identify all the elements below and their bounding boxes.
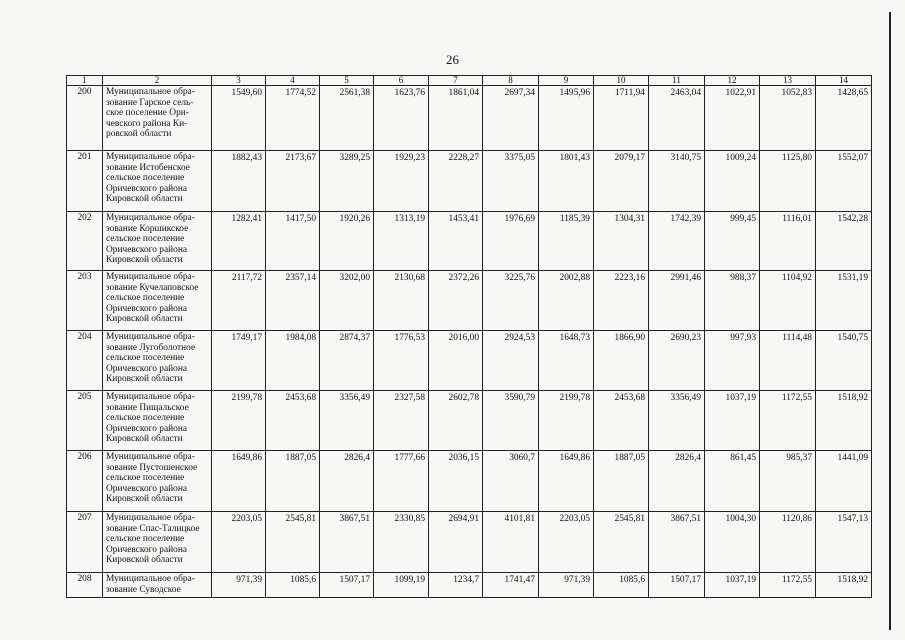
value-cell: 1417,50 xyxy=(266,212,320,271)
value-cell: 2991,46 xyxy=(649,271,705,331)
value-cell: 2697,34 xyxy=(483,86,539,151)
column-header: 8 xyxy=(483,76,539,86)
value-cell: 1004,30 xyxy=(705,512,760,573)
column-header: 2 xyxy=(103,76,212,86)
column-header: 9 xyxy=(539,76,594,86)
value-cell: 1976,69 xyxy=(483,212,539,271)
value-cell: 988,37 xyxy=(705,271,760,331)
municipality-name-line: зование Лугоболотное xyxy=(106,342,196,353)
municipality-name-line: сельское поселение xyxy=(106,413,185,424)
municipality-name-line: сельское поселение xyxy=(106,173,185,184)
value-cell: 3225,76 xyxy=(483,271,539,331)
table-row xyxy=(67,331,872,391)
value-cell: 1125,80 xyxy=(760,151,816,212)
row-number-cell: 202 xyxy=(67,212,103,271)
value-cell: 2372,26 xyxy=(429,271,483,331)
value-cell: 1507,17 xyxy=(649,573,705,598)
municipality-name-line: зование Спас-Талицкое xyxy=(106,523,200,534)
table-row xyxy=(67,212,872,271)
value-cell: 1052,83 xyxy=(760,86,816,151)
table-body xyxy=(67,86,872,598)
table-row xyxy=(67,86,872,151)
value-cell: 1185,39 xyxy=(539,212,594,271)
value-cell: 2357,14 xyxy=(266,271,320,331)
value-cell: 1542,28 xyxy=(816,212,872,271)
value-cell: 2203,05 xyxy=(212,512,266,573)
value-cell: 971,39 xyxy=(539,573,594,598)
value-cell: 1495,96 xyxy=(539,86,594,151)
value-cell: 2002,88 xyxy=(539,271,594,331)
value-cell: 1882,43 xyxy=(212,151,266,212)
value-cell: 861,45 xyxy=(705,451,760,512)
value-cell: 2327,58 xyxy=(374,391,429,451)
value-cell: 1116,01 xyxy=(760,212,816,271)
value-cell: 2117,72 xyxy=(212,271,266,331)
value-cell: 2079,17 xyxy=(594,151,649,212)
municipality-name-line: чевского района Ки- xyxy=(106,118,188,129)
value-cell: 2545,81 xyxy=(594,512,649,573)
municipality-name-line: Оричевского района xyxy=(106,423,188,434)
value-cell: 1453,41 xyxy=(429,212,483,271)
column-header: 7 xyxy=(429,76,483,86)
value-cell: 2874,37 xyxy=(320,331,374,391)
table-row xyxy=(67,391,872,451)
page-number: 26 xyxy=(446,52,459,67)
municipality-name-line: Кировской области xyxy=(106,255,183,266)
municipality-name-line: Кировской области xyxy=(106,494,183,505)
municipality-name-cell xyxy=(103,391,212,451)
value-cell: 1920,26 xyxy=(320,212,374,271)
column-header: 1 xyxy=(67,76,103,86)
value-cell: 1648,73 xyxy=(539,331,594,391)
page-edge-rule xyxy=(889,12,891,630)
municipality-name-line: сельское поселение xyxy=(106,353,185,364)
table-row xyxy=(67,151,872,212)
municipality-name-line: зование Кучелаповское xyxy=(106,282,199,293)
value-cell: 1861,04 xyxy=(429,86,483,151)
column-header: 11 xyxy=(649,76,705,86)
value-cell: 971,39 xyxy=(212,573,266,598)
value-cell: 2453,68 xyxy=(594,391,649,451)
row-number-cell: 208 xyxy=(67,573,103,598)
municipality-name-line: сельское поселение xyxy=(106,473,185,484)
value-cell: 1282,41 xyxy=(212,212,266,271)
municipality-name-line: Оричевского района xyxy=(106,544,188,555)
municipality-name-cell xyxy=(103,331,212,391)
value-cell: 1741,47 xyxy=(483,573,539,598)
row-number-cell: 200 xyxy=(67,86,103,151)
value-cell: 1649,86 xyxy=(212,451,266,512)
value-cell: 1428,65 xyxy=(816,86,872,151)
municipality-name-line: Муниципальное обра- xyxy=(106,574,195,584)
value-cell: 1552,07 xyxy=(816,151,872,212)
value-cell: 2545,81 xyxy=(266,512,320,573)
value-cell: 1313,19 xyxy=(374,212,429,271)
row-number-cell: 207 xyxy=(67,512,103,573)
municipality-name-line: Кировской области xyxy=(106,374,183,385)
municipality-name-line: Муниципальное обра- xyxy=(106,513,195,523)
municipality-name-line: сельское поселение xyxy=(106,534,185,545)
municipality-name-line: Муниципальное обра- xyxy=(106,392,195,402)
value-cell: 3867,51 xyxy=(649,512,705,573)
municipality-name-line: зование Коршикское xyxy=(106,223,189,234)
municipality-name-line: Кировской области xyxy=(106,434,183,445)
municipality-name-cell xyxy=(103,451,212,512)
value-cell: 1518,92 xyxy=(816,391,872,451)
municipality-name-line: Муниципальное обра- xyxy=(106,332,195,342)
value-cell: 3289,25 xyxy=(320,151,374,212)
municipality-name-line: ское поселение Ори- xyxy=(106,108,189,119)
value-cell: 1085,6 xyxy=(594,573,649,598)
value-cell: 2924,53 xyxy=(483,331,539,391)
municipality-name-line: зование Пищальское xyxy=(106,402,189,413)
value-cell: 997,93 xyxy=(705,331,760,391)
municipality-name-line: Кировской области xyxy=(106,194,183,205)
column-header: 13 xyxy=(760,76,816,86)
value-cell: 999,45 xyxy=(705,212,760,271)
value-cell: 1623,76 xyxy=(374,86,429,151)
value-cell: 2223,16 xyxy=(594,271,649,331)
municipality-name-line: сельское поселение xyxy=(106,293,185,304)
table-row xyxy=(67,451,872,512)
column-header: 10 xyxy=(594,76,649,86)
municipality-name-line: Муниципальное обра- xyxy=(106,87,195,97)
row-number-cell: 205 xyxy=(67,391,103,451)
value-cell: 3202,00 xyxy=(320,271,374,331)
municipality-name-cell xyxy=(103,512,212,573)
value-cell: 2130,68 xyxy=(374,271,429,331)
value-cell: 1547,13 xyxy=(816,512,872,573)
row-number-cell: 201 xyxy=(67,151,103,212)
municipality-name-line: зование Гарское сель- xyxy=(106,97,194,108)
municipality-name-line: Кировской области xyxy=(106,314,183,325)
municipality-name-line: Муниципальное обра- xyxy=(106,452,195,462)
value-cell: 1037,19 xyxy=(705,573,760,598)
municipality-name-line: Оричевского района xyxy=(106,183,188,194)
value-cell: 2330,85 xyxy=(374,512,429,573)
municipality-name-line: Муниципальное обра- xyxy=(106,272,195,282)
value-cell: 3867,51 xyxy=(320,512,374,573)
value-cell: 1441,09 xyxy=(816,451,872,512)
municipality-name-line: Кировской области xyxy=(106,555,183,566)
column-number-header-row xyxy=(67,76,872,86)
value-cell: 2036,15 xyxy=(429,451,483,512)
value-cell: 1540,75 xyxy=(816,331,872,391)
value-cell: 1801,43 xyxy=(539,151,594,212)
municipality-name-line: сельское поселение xyxy=(106,234,185,245)
table-row xyxy=(67,512,872,573)
column-header: 4 xyxy=(266,76,320,86)
municipality-name-line: Муниципальное обра- xyxy=(106,152,195,162)
value-cell: 1984,08 xyxy=(266,331,320,391)
table-row xyxy=(67,573,872,598)
value-cell: 1774,52 xyxy=(266,86,320,151)
column-header: 12 xyxy=(705,76,760,86)
value-cell: 1887,05 xyxy=(266,451,320,512)
value-cell: 2199,78 xyxy=(212,391,266,451)
value-cell: 1711,94 xyxy=(594,86,649,151)
value-cell: 1507,17 xyxy=(320,573,374,598)
value-cell: 1518,92 xyxy=(816,573,872,598)
value-cell: 2173,67 xyxy=(266,151,320,212)
value-cell: 2016,00 xyxy=(429,331,483,391)
value-cell: 1120,86 xyxy=(760,512,816,573)
value-cell: 2602,78 xyxy=(429,391,483,451)
value-cell: 1099,19 xyxy=(374,573,429,598)
municipality-name-cell xyxy=(103,271,212,331)
value-cell: 1649,86 xyxy=(539,451,594,512)
column-header: 3 xyxy=(212,76,266,86)
value-cell: 1172,55 xyxy=(760,391,816,451)
value-cell: 4101,81 xyxy=(483,512,539,573)
value-cell: 2199,78 xyxy=(539,391,594,451)
municipality-name-line: ровской области xyxy=(106,129,172,140)
table-row xyxy=(67,271,872,331)
municipality-name-cell xyxy=(103,573,212,598)
value-cell: 1929,23 xyxy=(374,151,429,212)
column-header: 6 xyxy=(374,76,429,86)
value-cell: 1009,24 xyxy=(705,151,760,212)
value-cell: 1234,7 xyxy=(429,573,483,598)
municipality-name-line: зование Пустошенское xyxy=(106,462,198,473)
row-number-cell: 206 xyxy=(67,451,103,512)
value-cell: 2228,27 xyxy=(429,151,483,212)
value-cell: 2453,68 xyxy=(266,391,320,451)
value-cell: 1085,6 xyxy=(266,573,320,598)
column-header: 5 xyxy=(320,76,374,86)
municipality-name-line: Оричевского района xyxy=(106,244,188,255)
value-cell: 3356,49 xyxy=(649,391,705,451)
value-cell: 2463,04 xyxy=(649,86,705,151)
column-header: 14 xyxy=(816,76,872,86)
value-cell: 3590,79 xyxy=(483,391,539,451)
municipality-name-line: зование Истобенское xyxy=(106,162,190,173)
value-cell: 2826,4 xyxy=(649,451,705,512)
municipality-name-line: зование Суводское xyxy=(106,584,181,595)
value-cell: 3060,7 xyxy=(483,451,539,512)
value-cell: 3356,49 xyxy=(320,391,374,451)
value-cell: 1742,39 xyxy=(649,212,705,271)
value-cell: 1114,48 xyxy=(760,331,816,391)
value-cell: 1037,19 xyxy=(705,391,760,451)
value-cell: 3140,75 xyxy=(649,151,705,212)
value-cell: 1104,92 xyxy=(760,271,816,331)
value-cell: 2690,23 xyxy=(649,331,705,391)
value-cell: 985,37 xyxy=(760,451,816,512)
municipality-name-line: Оричевского района xyxy=(106,303,188,314)
value-cell: 2826,4 xyxy=(320,451,374,512)
value-cell: 2203,05 xyxy=(539,512,594,573)
municipality-name-cell xyxy=(103,212,212,271)
value-cell: 1749,17 xyxy=(212,331,266,391)
row-number-cell: 204 xyxy=(67,331,103,391)
municipality-name-line: Муниципальное обра- xyxy=(106,213,195,223)
municipality-name-line: Оричевского района xyxy=(106,483,188,494)
value-cell: 1022,91 xyxy=(705,86,760,151)
municipality-name-line: Оричевского района xyxy=(106,363,188,374)
row-number-cell: 203 xyxy=(67,271,103,331)
value-cell: 1777,66 xyxy=(374,451,429,512)
value-cell: 1549,60 xyxy=(212,86,266,151)
value-cell: 2561,38 xyxy=(320,86,374,151)
value-cell: 1887,05 xyxy=(594,451,649,512)
municipality-name-cell xyxy=(103,86,212,151)
value-cell: 2694,91 xyxy=(429,512,483,573)
value-cell: 3375,05 xyxy=(483,151,539,212)
data-table xyxy=(66,75,872,598)
value-cell: 1776,53 xyxy=(374,331,429,391)
municipality-name-cell xyxy=(103,151,212,212)
value-cell: 1866,90 xyxy=(594,331,649,391)
value-cell: 1531,19 xyxy=(816,271,872,331)
value-cell: 1304,31 xyxy=(594,212,649,271)
value-cell: 1172,55 xyxy=(760,573,816,598)
